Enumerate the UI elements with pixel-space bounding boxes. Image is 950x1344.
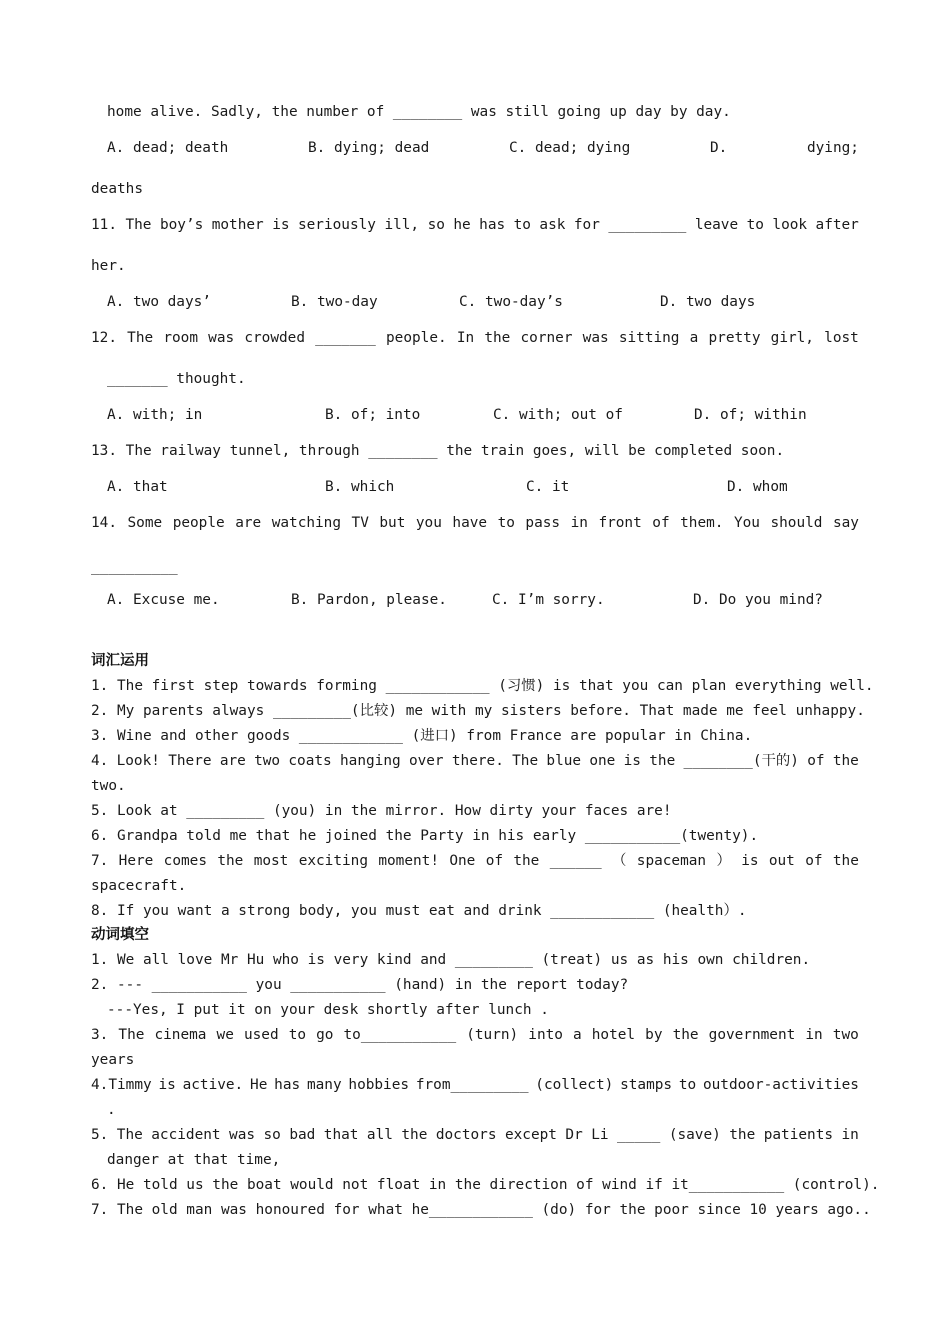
word: hotel	[591, 1027, 636, 1043]
q11-stem	[91, 215, 859, 235]
vocab-heading: 词汇运用	[91, 653, 149, 669]
word: The	[512, 753, 539, 769]
word: that	[323, 1127, 359, 1143]
word: _____	[617, 1127, 661, 1143]
word: ask	[539, 217, 566, 233]
verb-item-1: 1. We all love Mr Hu who is very kind and _________ (treat) us as his own children.	[91, 952, 811, 968]
word: two	[832, 1027, 859, 1043]
answer-option: B. of; into	[325, 407, 421, 423]
word: of	[807, 753, 825, 769]
word: lost	[824, 330, 859, 346]
word: boy’s	[159, 217, 204, 233]
word: 7.	[91, 853, 109, 869]
word: to	[513, 217, 531, 233]
word: in	[805, 1027, 823, 1043]
word: is	[158, 1077, 176, 1093]
word: 3.	[91, 1027, 109, 1043]
verb-item-3	[91, 1025, 859, 1045]
vocab-item-4-wrap: two.	[91, 778, 126, 794]
q13-options	[107, 477, 907, 497]
answer-option: C. two-day’s	[459, 294, 563, 310]
word: into	[528, 1027, 563, 1043]
q10-options	[107, 138, 859, 158]
word: _______	[315, 330, 376, 346]
word: watching	[271, 515, 342, 531]
answer-option: C. with; out of	[493, 407, 623, 423]
word: front	[598, 515, 642, 531]
word: The	[125, 217, 152, 233]
word: people	[172, 515, 225, 531]
q14-options	[107, 590, 873, 610]
word: accident	[151, 1127, 221, 1143]
word: A. dead; death	[107, 140, 229, 156]
verb-item-4	[91, 1075, 859, 1095]
word: The	[118, 1027, 145, 1043]
vocab-item-7	[91, 851, 859, 871]
word: ______	[549, 853, 602, 869]
word: the	[832, 753, 859, 769]
word: Look!	[116, 753, 160, 769]
word: is	[741, 853, 759, 869]
word: 11.	[91, 217, 117, 233]
answer-option: A. that	[107, 479, 168, 495]
word: government	[708, 1027, 796, 1043]
word: so	[427, 217, 445, 233]
word: outdoor-activities	[702, 1077, 859, 1093]
word: to___________	[343, 1027, 457, 1043]
word: D.	[709, 140, 728, 156]
word: them.	[680, 515, 724, 531]
answer-option: A. two days’	[107, 294, 211, 310]
word: in	[570, 515, 588, 531]
word: There	[168, 753, 212, 769]
word: _________	[608, 217, 687, 233]
word: but	[379, 515, 406, 531]
word: look	[772, 217, 808, 233]
word: The	[116, 1127, 143, 1143]
word: 4.Timmy	[91, 1077, 152, 1093]
word: by	[645, 1027, 663, 1043]
word: should	[770, 515, 823, 531]
word: cinema	[154, 1027, 207, 1043]
q11-options	[107, 292, 840, 312]
word: In	[456, 330, 475, 346]
verb-item-4-wrap: .	[107, 1102, 116, 1118]
word: go	[316, 1027, 334, 1043]
word: the	[401, 1127, 428, 1143]
word: the	[672, 1027, 699, 1043]
answer-option: D. of; within	[694, 407, 807, 423]
word: for	[573, 217, 600, 233]
answer-option: B. Pardon, please.	[291, 592, 447, 608]
q12-wrap: _______ thought.	[107, 371, 246, 387]
word: 12.	[91, 330, 117, 346]
word: two	[254, 753, 281, 769]
answer-option: C. I’m sorry.	[492, 592, 605, 608]
q11-wrap: her.	[91, 258, 126, 274]
q10-continuation: home alive. Sadly, the number of ________ was still going up day by day.	[107, 104, 731, 120]
word: corner	[520, 330, 573, 346]
word: of	[485, 853, 504, 869]
word: exciting	[298, 853, 368, 869]
word: (turn)	[466, 1027, 519, 1043]
answer-option: A. Excuse me.	[107, 592, 220, 608]
word: hobbies	[348, 1077, 410, 1093]
word: leave	[694, 217, 739, 233]
word: most	[253, 853, 289, 869]
word: is	[272, 217, 290, 233]
word: so	[263, 1127, 281, 1143]
word: spaceman	[636, 853, 707, 869]
answer-option: C. it	[526, 479, 570, 495]
word: TV	[351, 515, 369, 531]
word: Some	[127, 515, 163, 531]
word: we	[216, 1027, 234, 1043]
word: Here	[118, 853, 154, 869]
word: is	[623, 753, 641, 769]
q13-stem: 13. The railway tunnel, through ________ the train goes, will be completed soon.	[91, 443, 785, 459]
word: except	[504, 1127, 557, 1143]
vocab-item-4	[91, 751, 859, 771]
word: he	[453, 217, 471, 233]
verb-item-5-wrap: danger at that time,	[107, 1152, 281, 1168]
word: doctors	[435, 1127, 497, 1143]
word: a	[573, 1027, 582, 1043]
word: sitting	[618, 330, 680, 346]
word: bad	[289, 1127, 316, 1143]
word: are	[219, 753, 246, 769]
word: Dr	[565, 1127, 583, 1143]
word: a	[689, 330, 699, 346]
word: out	[768, 853, 795, 869]
word: C. dead; dying	[508, 140, 631, 156]
word: blue	[546, 753, 582, 769]
word: you	[415, 515, 442, 531]
verb-item-7: 7. The old man was honoured for what he____________ (do) for the poor since 10 years ago..	[91, 1202, 871, 1218]
word: patients	[763, 1127, 834, 1143]
word: many	[306, 1077, 342, 1093]
vocab-item-7-wrap: spacecraft.	[91, 878, 187, 894]
word: seriously	[297, 217, 376, 233]
verbs-heading: 动词填空	[91, 927, 149, 943]
word: The	[127, 330, 154, 346]
answer-option: D. Do you mind?	[693, 592, 823, 608]
word: one	[589, 753, 616, 769]
word: in	[841, 1127, 859, 1143]
word: the	[729, 1127, 756, 1143]
word: （	[612, 853, 627, 869]
word: (save)	[668, 1127, 721, 1143]
word: coats	[288, 753, 332, 769]
word: the	[513, 853, 540, 869]
q14-stem	[91, 513, 859, 533]
q12-options	[107, 405, 874, 425]
verb-item-2-reply: ---Yes, I put it on your desk shortly after lunch .	[107, 1002, 549, 1018]
word: stamps	[620, 1077, 673, 1093]
answer-option: D. whom	[727, 479, 788, 495]
word: of	[805, 853, 823, 869]
word: hanging	[340, 753, 401, 769]
q14-wrap: __________	[91, 559, 178, 575]
word: ________(干的)	[683, 753, 799, 769]
word: there.	[451, 753, 504, 769]
vocab-item-6: 6. Grandpa told me that he joined the Party in his early ___________(twenty).	[91, 828, 759, 844]
word: was	[582, 330, 609, 346]
vocab-item-8: 8. If you want a strong body, you must eat and drink ____________ (health）.	[91, 903, 747, 919]
word: people.	[386, 330, 447, 346]
answer-option: B. two-day	[291, 294, 378, 310]
vocab-item-3: 3. Wine and other goods ____________ (进口) from France are popular in China.	[91, 728, 753, 744]
word: have	[452, 515, 488, 531]
answer-option: D. two days	[660, 294, 756, 310]
word: the	[649, 753, 676, 769]
word: all	[366, 1127, 393, 1143]
verb-item-6: 6. He told us the boat would not float in the direction of wind if it___________ (control).	[91, 1177, 880, 1193]
word: pretty	[708, 330, 761, 346]
word: room	[163, 330, 198, 346]
word: girl,	[770, 330, 814, 346]
word: ill,	[384, 217, 420, 233]
word: One	[449, 853, 476, 869]
verb-item-3-wrap: years	[91, 1052, 135, 1068]
answer-option: B. which	[325, 479, 395, 495]
word: over	[408, 753, 444, 769]
word: 4.	[91, 753, 109, 769]
word: to	[497, 515, 515, 531]
word: moment!	[378, 853, 439, 869]
word: has	[274, 1077, 301, 1093]
word: are	[235, 515, 262, 531]
word: to	[288, 1027, 307, 1043]
word: He	[250, 1077, 268, 1093]
word: after	[815, 217, 859, 233]
vocab-item-2: 2. My parents always _________(比较) me with my sisters before. That made me feel unhappy.	[91, 703, 865, 719]
vocab-item-5: 5. Look at _________ (you) in the mirror. How dirty your faces are!	[91, 803, 672, 819]
answer-option: A. with; in	[107, 407, 203, 423]
word: was	[229, 1127, 256, 1143]
word: to	[746, 217, 764, 233]
word: dying;	[806, 140, 859, 156]
vocab-item-1: 1. The first step towards forming ____________ (习惯) is that you can plan everything well.	[91, 678, 874, 694]
word: say	[832, 515, 859, 531]
word: was	[208, 330, 235, 346]
word: used	[243, 1027, 279, 1043]
verb-item-2: 2. --- ___________ you ___________ (hand) in the report today?	[91, 977, 629, 993]
word: the	[217, 853, 244, 869]
verb-item-5	[91, 1125, 859, 1145]
word: comes	[163, 853, 207, 869]
word: active.	[182, 1077, 244, 1093]
word: Li	[591, 1127, 609, 1143]
word: has	[479, 217, 506, 233]
word: of	[652, 515, 670, 531]
word: mother	[211, 217, 264, 233]
q12-stem	[91, 328, 859, 348]
word: pass	[525, 515, 561, 531]
word: the	[484, 330, 511, 346]
word: from_________	[415, 1077, 529, 1093]
word: to	[678, 1077, 697, 1093]
word: 5.	[91, 1127, 109, 1143]
word: 14.	[91, 515, 117, 531]
word: B. dying; dead	[307, 140, 430, 156]
word: the	[832, 853, 859, 869]
word: ）	[716, 853, 731, 869]
word: crowded	[244, 330, 305, 346]
word: (collect)	[535, 1077, 614, 1093]
q10-wrap: deaths	[91, 181, 143, 197]
word: You	[733, 515, 760, 531]
